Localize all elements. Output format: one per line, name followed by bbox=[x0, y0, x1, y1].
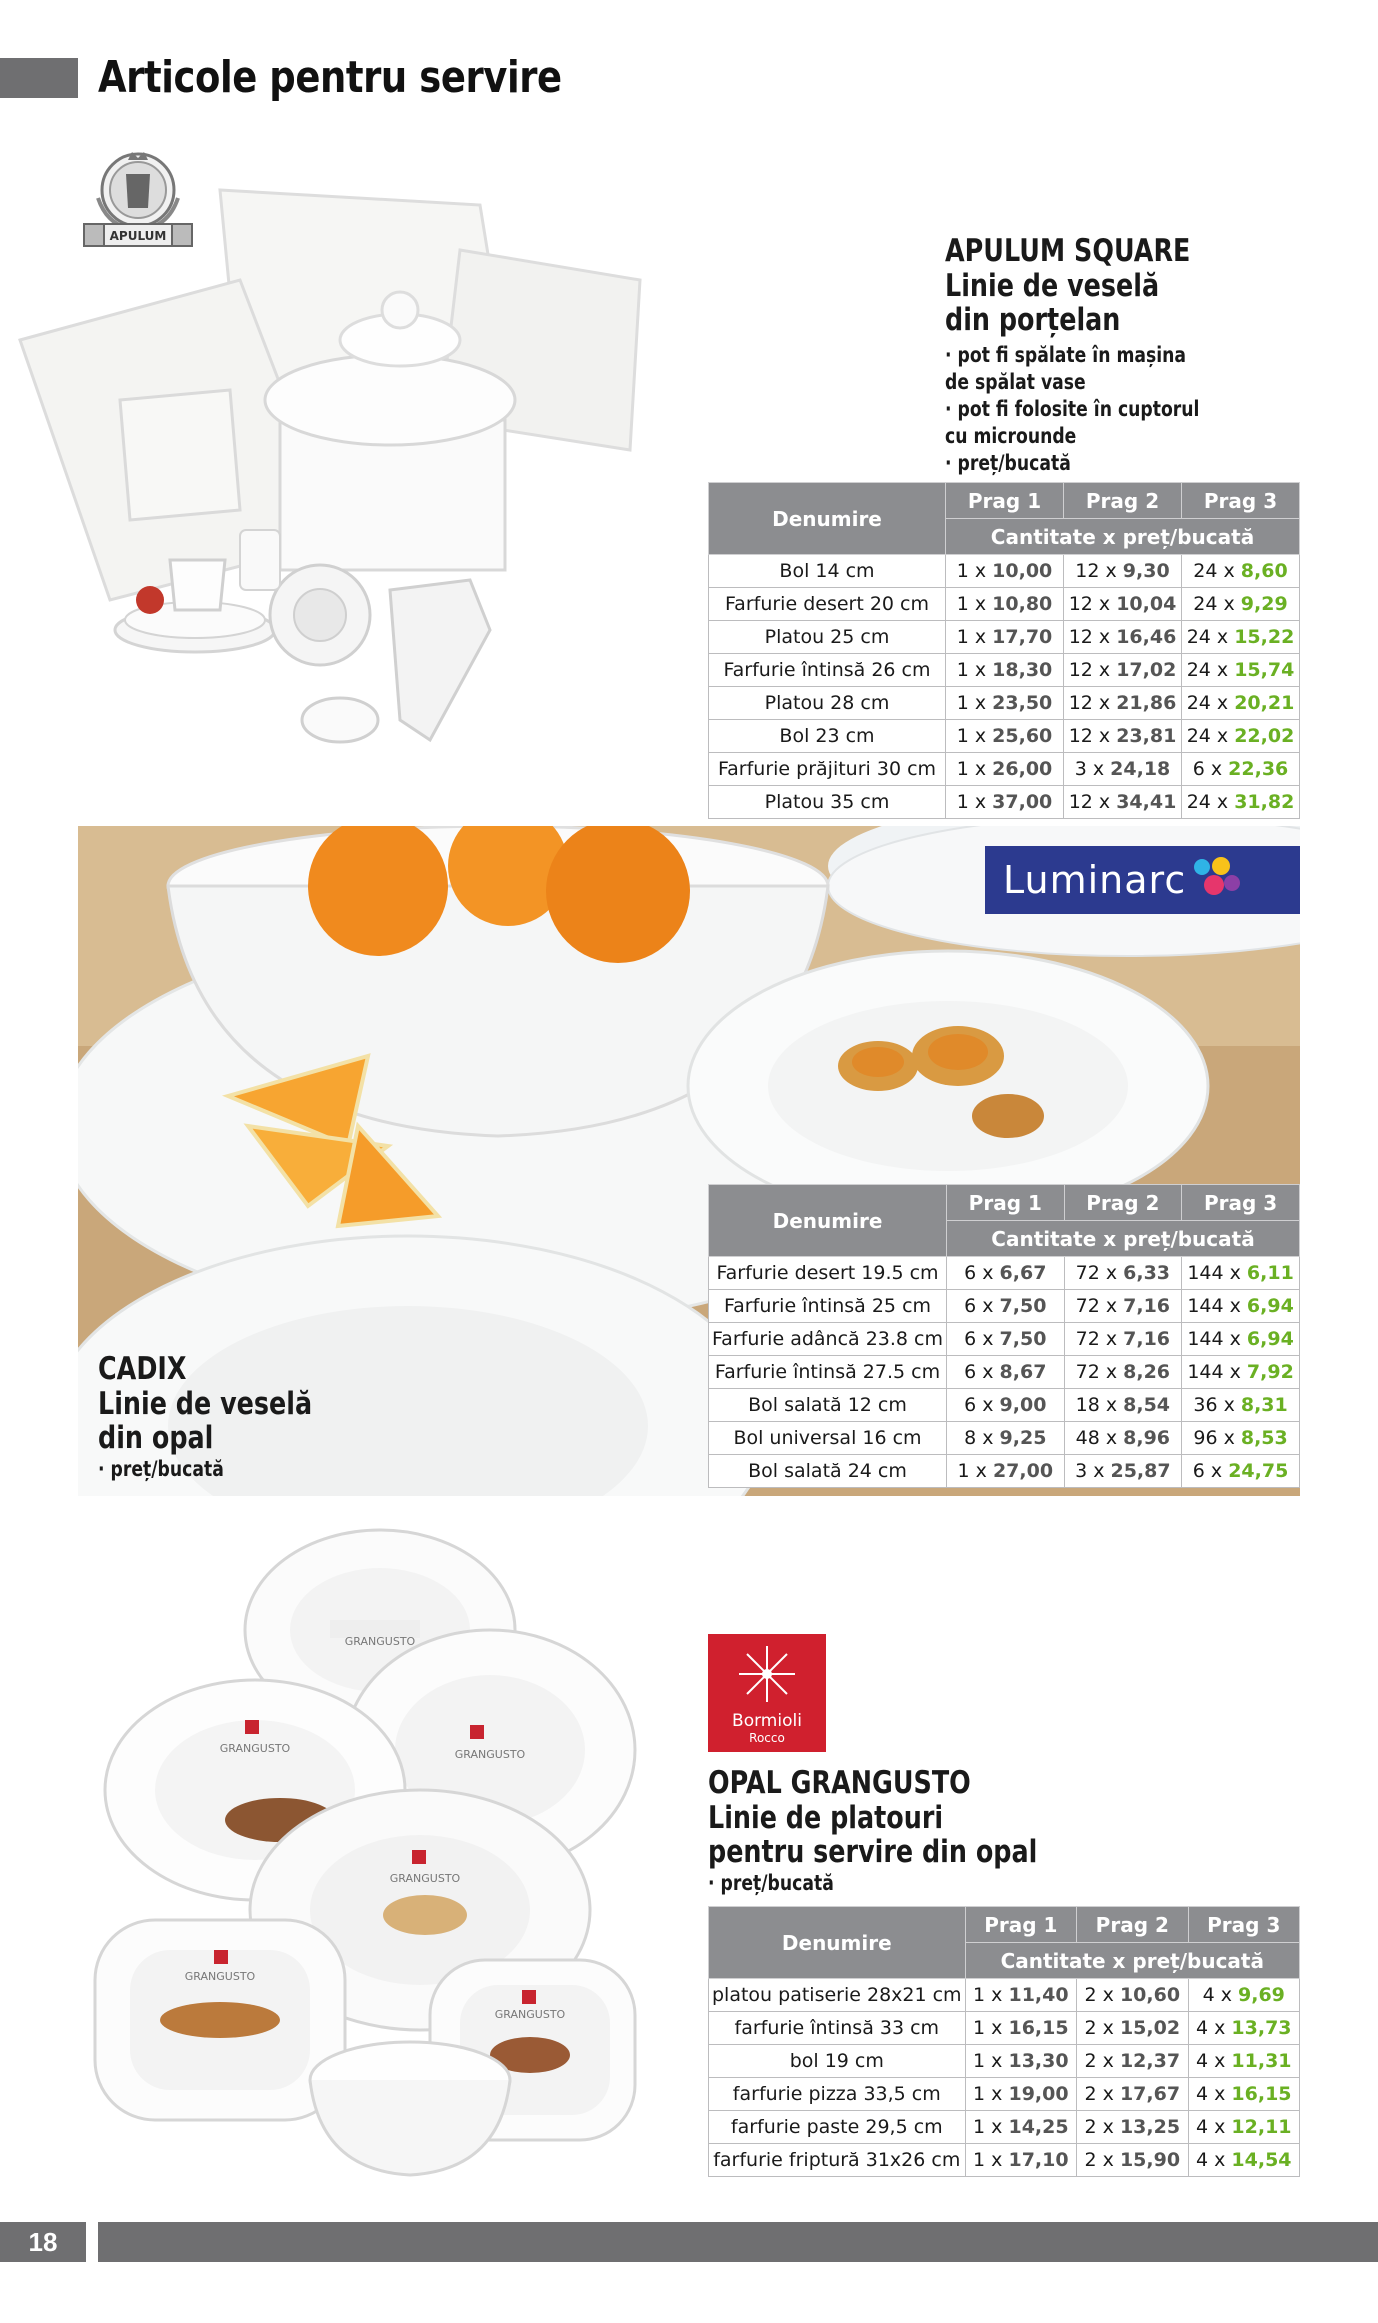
price-tier-3 bbox=[1182, 1422, 1300, 1455]
table-row bbox=[709, 720, 1300, 753]
item-name: farfurie friptură 31x26 cm bbox=[709, 2144, 966, 2177]
svg-text:Bormioli: Bormioli bbox=[732, 1711, 802, 1731]
table-header-row bbox=[709, 1185, 1300, 1221]
column-header-prag: Prag 2 bbox=[1064, 1185, 1182, 1221]
price: 13,25 bbox=[1119, 2116, 1181, 2138]
table-row bbox=[709, 2012, 1300, 2045]
price-tier-3 bbox=[1182, 1257, 1300, 1290]
best-price: 7,92 bbox=[1246, 1361, 1294, 1383]
price-tier-2 bbox=[1064, 555, 1182, 588]
svg-text:APULUM: APULUM bbox=[109, 229, 167, 243]
quantity: 12 x bbox=[1068, 626, 1117, 648]
price: 9,25 bbox=[999, 1427, 1047, 1449]
price: 14,25 bbox=[1008, 2116, 1069, 2138]
price: 8,96 bbox=[1123, 1427, 1171, 1449]
quantity: 72 x bbox=[1075, 1361, 1124, 1383]
column-header-prag: Prag 2 bbox=[1064, 483, 1182, 519]
price-tier-1 bbox=[947, 1290, 1065, 1323]
quantity: 24 x bbox=[1186, 791, 1235, 813]
price: 7,16 bbox=[1123, 1328, 1171, 1350]
quantity: 144 x bbox=[1187, 1262, 1247, 1284]
price-tier-3 bbox=[1182, 654, 1300, 687]
quantity: 1 x bbox=[973, 2050, 1009, 2072]
price: 17,70 bbox=[992, 626, 1053, 648]
price: 8,67 bbox=[999, 1361, 1047, 1383]
price: 12,37 bbox=[1119, 2050, 1181, 2072]
quantity: 24 x bbox=[1193, 560, 1241, 582]
column-header-name: Denumire bbox=[709, 1185, 947, 1257]
product-title: APULUM SQUARE bbox=[945, 233, 1191, 269]
item-name: Farfurie întinsă 26 cm bbox=[709, 654, 946, 687]
best-price: 13,73 bbox=[1231, 2017, 1292, 2039]
column-header-prag: Prag 3 bbox=[1182, 483, 1300, 519]
column-header-prag: Prag 3 bbox=[1188, 1907, 1299, 1943]
quantity: 8 x bbox=[964, 1427, 1000, 1449]
page-title: Articole pentru servire bbox=[98, 52, 562, 103]
table-row bbox=[709, 1979, 1300, 2012]
price-tier-2 bbox=[1077, 2045, 1188, 2078]
product-bullet: cu microunde bbox=[945, 423, 1077, 448]
quantity: 36 x bbox=[1193, 1394, 1241, 1416]
price: 10,60 bbox=[1119, 1984, 1181, 2006]
table-header-row bbox=[709, 1907, 1300, 1943]
quantity: 6 x bbox=[964, 1361, 1000, 1383]
price-tier-1 bbox=[947, 1389, 1065, 1422]
item-name: farfurie pizza 33,5 cm bbox=[709, 2078, 966, 2111]
price: 8,26 bbox=[1123, 1361, 1171, 1383]
luminarc-dots-icon bbox=[1190, 855, 1250, 905]
item-name: Farfurie desert 19.5 cm bbox=[709, 1257, 947, 1290]
table-row bbox=[709, 1323, 1300, 1356]
quantity: 1 x bbox=[956, 791, 993, 813]
price: 17,67 bbox=[1119, 2083, 1181, 2105]
price-tier-2 bbox=[1064, 1257, 1182, 1290]
best-price: 15,74 bbox=[1234, 659, 1295, 681]
price-tier-3 bbox=[1188, 2045, 1299, 2078]
table-row bbox=[709, 621, 1300, 654]
item-name: farfurie întinsă 33 cm bbox=[709, 2012, 966, 2045]
quantity: 2 x bbox=[1084, 2149, 1120, 2171]
price-tier-1 bbox=[946, 621, 1064, 654]
table-row bbox=[709, 2144, 1300, 2177]
price-tier-3 bbox=[1182, 753, 1300, 786]
item-name: Farfurie adâncă 23.8 cm bbox=[709, 1323, 947, 1356]
best-price: 9,69 bbox=[1238, 1984, 1285, 2006]
product-bullet: · preț/bucată bbox=[98, 1457, 224, 1482]
price-tier-1 bbox=[965, 2144, 1076, 2177]
price: 23,50 bbox=[992, 692, 1053, 714]
header-accent-bar bbox=[0, 58, 78, 98]
price-tier-1 bbox=[946, 687, 1064, 720]
price-tier-3 bbox=[1188, 2078, 1299, 2111]
best-price: 24,75 bbox=[1228, 1460, 1289, 1482]
price-tier-1 bbox=[946, 654, 1064, 687]
table-row bbox=[709, 687, 1300, 720]
item-name: Bol 14 cm bbox=[709, 555, 946, 588]
quantity: 12 x bbox=[1075, 560, 1123, 582]
price-tier-2 bbox=[1064, 1356, 1182, 1389]
best-price: 8,31 bbox=[1240, 1394, 1288, 1416]
price: 17,10 bbox=[1008, 2149, 1069, 2171]
svg-text:GRANGUSTO: GRANGUSTO bbox=[494, 2008, 566, 2021]
product-subtitle: Linie de veselă bbox=[98, 1385, 313, 1422]
price-tier-2 bbox=[1064, 588, 1182, 621]
best-price: 20,21 bbox=[1234, 692, 1295, 714]
table-row bbox=[709, 1455, 1300, 1488]
cadix-title-block bbox=[98, 1352, 312, 1483]
item-name: farfurie paste 29,5 cm bbox=[709, 2111, 966, 2144]
svg-text:GRANGUSTO: GRANGUSTO bbox=[219, 1742, 291, 1755]
price: 7,16 bbox=[1123, 1295, 1171, 1317]
quantity: 1 x bbox=[956, 692, 993, 714]
best-price: 6,94 bbox=[1246, 1295, 1294, 1317]
quantity: 1 x bbox=[956, 593, 993, 615]
luminarc-wordmark: Luminarc bbox=[1003, 858, 1187, 902]
quantity: 4 x bbox=[1202, 1984, 1239, 2006]
quantity: 1 x bbox=[956, 560, 993, 582]
quantity: 2 x bbox=[1084, 2116, 1120, 2138]
price-tier-1 bbox=[946, 753, 1064, 786]
price-tier-1 bbox=[947, 1422, 1065, 1455]
best-price: 22,36 bbox=[1228, 758, 1289, 780]
price-tier-2 bbox=[1077, 2012, 1188, 2045]
table-row bbox=[709, 753, 1300, 786]
table-row bbox=[709, 2078, 1300, 2111]
price: 13,30 bbox=[1008, 2050, 1069, 2072]
price-tier-3 bbox=[1182, 1389, 1300, 1422]
quantity: 1 x bbox=[973, 2149, 1009, 2171]
table-row bbox=[709, 588, 1300, 621]
price: 27,00 bbox=[992, 1460, 1054, 1482]
quantity: 12 x bbox=[1068, 593, 1117, 615]
price-tier-2 bbox=[1064, 1290, 1182, 1323]
quantity: 1 x bbox=[973, 2116, 1009, 2138]
price-tier-1 bbox=[965, 1979, 1076, 2012]
quantity: 18 x bbox=[1075, 1394, 1124, 1416]
quantity: 144 x bbox=[1187, 1328, 1247, 1350]
price-tier-2 bbox=[1064, 654, 1182, 687]
quantity: 1 x bbox=[957, 1460, 993, 1482]
price-tier-1 bbox=[946, 588, 1064, 621]
grangusto-price-table bbox=[708, 1906, 1300, 2177]
quantity: 24 x bbox=[1186, 692, 1235, 714]
price-tier-3 bbox=[1182, 720, 1300, 753]
item-name: platou patiserie 28x21 cm bbox=[709, 1979, 966, 2012]
item-name: Farfurie desert 20 cm bbox=[709, 588, 946, 621]
quantity: 6 x bbox=[964, 1295, 1000, 1317]
quantity: 3 x bbox=[1075, 1460, 1111, 1482]
column-header-prag: Prag 3 bbox=[1182, 1185, 1300, 1221]
product-subtitle: din porțelan bbox=[945, 302, 1121, 339]
product-subtitle: pentru servire din opal bbox=[708, 1834, 1038, 1871]
product-title: CADIX bbox=[98, 1351, 187, 1387]
quantity: 1 x bbox=[956, 725, 993, 747]
best-price: 31,82 bbox=[1234, 791, 1295, 813]
price-tier-2 bbox=[1077, 2111, 1188, 2144]
price-tier-2 bbox=[1077, 2144, 1188, 2177]
price-tier-3 bbox=[1182, 786, 1300, 819]
quantity: 4 x bbox=[1195, 2017, 1232, 2039]
table-row bbox=[709, 555, 1300, 588]
best-price: 11,31 bbox=[1231, 2050, 1292, 2072]
table-row bbox=[709, 1290, 1300, 1323]
product-bullet: · preț/bucată bbox=[945, 450, 1071, 475]
quantity: 96 x bbox=[1193, 1427, 1241, 1449]
quantity: 4 x bbox=[1195, 2149, 1232, 2171]
quantity: 1 x bbox=[973, 2083, 1009, 2105]
price-tier-3 bbox=[1188, 2144, 1299, 2177]
quantity: 6 x bbox=[964, 1394, 1000, 1416]
price: 6,67 bbox=[999, 1262, 1047, 1284]
price-tier-1 bbox=[965, 2012, 1076, 2045]
table-row bbox=[709, 2111, 1300, 2144]
price-tier-1 bbox=[946, 786, 1064, 819]
price-tier-2 bbox=[1064, 1422, 1182, 1455]
item-name: Bol 23 cm bbox=[709, 720, 946, 753]
price-tier-1 bbox=[965, 2045, 1076, 2078]
price: 7,50 bbox=[999, 1295, 1047, 1317]
quantity: 1 x bbox=[956, 758, 993, 780]
quantity: 24 x bbox=[1186, 659, 1235, 681]
quantity: 1 x bbox=[956, 626, 993, 648]
price: 34,41 bbox=[1116, 791, 1177, 813]
best-price: 6,11 bbox=[1246, 1262, 1294, 1284]
quantity: 1 x bbox=[956, 659, 993, 681]
quantity: 6 x bbox=[1192, 758, 1229, 780]
quantity: 12 x bbox=[1068, 692, 1117, 714]
price: 9,00 bbox=[999, 1394, 1047, 1416]
svg-text:GRANGUSTO: GRANGUSTO bbox=[344, 1635, 416, 1648]
quantity: 144 x bbox=[1187, 1295, 1247, 1317]
table-row bbox=[709, 1389, 1300, 1422]
column-header-prag: Prag 1 bbox=[947, 1185, 1065, 1221]
price: 15,90 bbox=[1119, 2149, 1181, 2171]
column-header-prag: Prag 1 bbox=[946, 483, 1064, 519]
item-name: Bol salată 24 cm bbox=[709, 1455, 947, 1488]
quantity: 72 x bbox=[1075, 1262, 1124, 1284]
quantity: 24 x bbox=[1186, 626, 1235, 648]
table-row bbox=[709, 654, 1300, 687]
item-name: Bol universal 16 cm bbox=[709, 1422, 947, 1455]
price: 16,15 bbox=[1008, 2017, 1069, 2039]
price: 10,00 bbox=[992, 560, 1053, 582]
quantity: 4 x bbox=[1195, 2083, 1232, 2105]
quantity: 6 x bbox=[964, 1328, 1000, 1350]
item-name: Farfurie întinsă 27.5 cm bbox=[709, 1356, 947, 1389]
best-price: 8,53 bbox=[1240, 1427, 1288, 1449]
column-header-prag: Prag 2 bbox=[1077, 1907, 1188, 1943]
price-tier-3 bbox=[1182, 1455, 1300, 1488]
item-name: Platou 25 cm bbox=[709, 621, 946, 654]
price-tier-3 bbox=[1182, 687, 1300, 720]
item-name: Bol salată 12 cm bbox=[709, 1389, 947, 1422]
best-price: 16,15 bbox=[1231, 2083, 1292, 2105]
product-bullet: de spălat vase bbox=[945, 370, 1086, 395]
quantity: 12 x bbox=[1068, 725, 1117, 747]
price-tier-3 bbox=[1182, 1356, 1300, 1389]
product-subtitle: din opal bbox=[98, 1420, 214, 1457]
best-price: 6,94 bbox=[1246, 1328, 1294, 1350]
price-tier-1 bbox=[946, 555, 1064, 588]
price: 24,18 bbox=[1110, 758, 1171, 780]
product-bullet: · preț/bucată bbox=[708, 1871, 834, 1896]
quantity: 2 x bbox=[1084, 2017, 1120, 2039]
price: 26,00 bbox=[992, 758, 1053, 780]
svg-text:GRANGUSTO: GRANGUSTO bbox=[184, 1970, 256, 1983]
svg-text:GRANGUSTO: GRANGUSTO bbox=[389, 1872, 461, 1885]
quantity: 24 x bbox=[1186, 725, 1235, 747]
product-bullet: · pot fi folosite în cuptorul bbox=[945, 396, 1200, 421]
column-subheader: Cantitate x preț/bucată bbox=[946, 519, 1300, 555]
price: 10,04 bbox=[1116, 593, 1177, 615]
quantity: 48 x bbox=[1075, 1427, 1124, 1449]
footer-bar bbox=[98, 2222, 1378, 2262]
price-tier-2 bbox=[1064, 720, 1182, 753]
price: 18,30 bbox=[992, 659, 1053, 681]
quantity: 4 x bbox=[1195, 2050, 1232, 2072]
quantity: 1 x bbox=[973, 2017, 1009, 2039]
apulum-product-photo bbox=[10, 180, 710, 760]
price: 16,46 bbox=[1116, 626, 1177, 648]
item-name: bol 19 cm bbox=[709, 2045, 966, 2078]
price: 21,86 bbox=[1116, 692, 1177, 714]
price: 19,00 bbox=[1008, 2083, 1069, 2105]
best-price: 14,54 bbox=[1231, 2149, 1292, 2171]
svg-text:Rocco: Rocco bbox=[749, 1731, 785, 1745]
best-price: 12,11 bbox=[1231, 2116, 1292, 2138]
quantity: 1 x bbox=[973, 1984, 1009, 2006]
column-header-name: Denumire bbox=[709, 1907, 966, 1979]
column-header-prag: Prag 1 bbox=[965, 1907, 1076, 1943]
quantity: 24 x bbox=[1193, 593, 1241, 615]
price-tier-3 bbox=[1182, 1323, 1300, 1356]
price-tier-2 bbox=[1064, 1389, 1182, 1422]
table-row bbox=[709, 1257, 1300, 1290]
quantity: 2 x bbox=[1084, 2083, 1120, 2105]
best-price: 15,22 bbox=[1234, 626, 1295, 648]
quantity: 2 x bbox=[1084, 1984, 1120, 2006]
table-row bbox=[709, 786, 1300, 819]
bormioli-rocco-logo bbox=[708, 1634, 826, 1752]
price-tier-3 bbox=[1182, 1290, 1300, 1323]
price-tier-3 bbox=[1188, 2111, 1299, 2144]
apulum-price-table bbox=[708, 482, 1300, 819]
best-price: 9,29 bbox=[1240, 593, 1288, 615]
price: 17,02 bbox=[1116, 659, 1177, 681]
price: 6,33 bbox=[1123, 1262, 1171, 1284]
luminarc-logo bbox=[985, 846, 1300, 914]
product-subtitle: Linie de veselă bbox=[945, 267, 1160, 304]
quantity: 3 x bbox=[1074, 758, 1111, 780]
price-tier-1 bbox=[947, 1323, 1065, 1356]
item-name: Platou 28 cm bbox=[709, 687, 946, 720]
price: 23,81 bbox=[1116, 725, 1177, 747]
price-tier-1 bbox=[947, 1257, 1065, 1290]
table-row bbox=[709, 1422, 1300, 1455]
quantity: 4 x bbox=[1195, 2116, 1232, 2138]
price-tier-2 bbox=[1064, 1323, 1182, 1356]
svg-text:GRANGUSTO: GRANGUSTO bbox=[454, 1748, 526, 1761]
product-subtitle: Linie de platouri bbox=[708, 1799, 944, 1836]
quantity: 12 x bbox=[1068, 659, 1117, 681]
price-tier-2 bbox=[1077, 1979, 1188, 2012]
price-tier-2 bbox=[1064, 1455, 1182, 1488]
grangusto-title-block bbox=[708, 1766, 1037, 1897]
cadix-price-table bbox=[708, 1184, 1300, 1488]
quantity: 2 x bbox=[1084, 2050, 1120, 2072]
column-subheader: Cantitate x preț/bucată bbox=[947, 1221, 1300, 1257]
item-name: Platou 35 cm bbox=[709, 786, 946, 819]
item-name: Farfurie întinsă 25 cm bbox=[709, 1290, 947, 1323]
quantity: 144 x bbox=[1187, 1361, 1247, 1383]
product-bullet: · pot fi spălate în mașina bbox=[945, 343, 1187, 368]
price-tier-3 bbox=[1188, 1979, 1299, 2012]
best-price: 22,02 bbox=[1234, 725, 1295, 747]
quantity: 6 x bbox=[1192, 1460, 1229, 1482]
price: 9,30 bbox=[1122, 560, 1170, 582]
price-tier-1 bbox=[947, 1455, 1065, 1488]
column-header-name: Denumire bbox=[709, 483, 946, 555]
price-tier-3 bbox=[1182, 588, 1300, 621]
item-name: Farfurie prăjituri 30 cm bbox=[709, 753, 946, 786]
apulum-title-block bbox=[945, 234, 1199, 477]
quantity: 12 x bbox=[1068, 791, 1117, 813]
price-tier-2 bbox=[1064, 786, 1182, 819]
product-title: OPAL GRANGUSTO bbox=[708, 1765, 971, 1801]
price-tier-3 bbox=[1182, 621, 1300, 654]
table-row bbox=[709, 2045, 1300, 2078]
price: 25,87 bbox=[1110, 1460, 1171, 1482]
price: 8,54 bbox=[1123, 1394, 1171, 1416]
table-header-row bbox=[709, 483, 1300, 519]
best-price: 8,60 bbox=[1240, 560, 1288, 582]
price-tier-3 bbox=[1182, 555, 1300, 588]
price: 10,80 bbox=[992, 593, 1053, 615]
quantity: 72 x bbox=[1075, 1295, 1124, 1317]
price-tier-1 bbox=[965, 2111, 1076, 2144]
price-tier-3 bbox=[1188, 2012, 1299, 2045]
grangusto-product-photo bbox=[90, 1520, 670, 2190]
price-tier-2 bbox=[1064, 687, 1182, 720]
price-tier-1 bbox=[965, 2078, 1076, 2111]
price: 15,02 bbox=[1119, 2017, 1181, 2039]
column-subheader: Cantitate x preț/bucată bbox=[965, 1943, 1299, 1979]
quantity: 6 x bbox=[964, 1262, 1000, 1284]
price-tier-1 bbox=[947, 1356, 1065, 1389]
price-tier-1 bbox=[946, 720, 1064, 753]
table-row bbox=[709, 1356, 1300, 1389]
price: 11,40 bbox=[1008, 1984, 1069, 2006]
price: 25,60 bbox=[992, 725, 1053, 747]
quantity: 72 x bbox=[1075, 1328, 1124, 1350]
price-tier-2 bbox=[1064, 753, 1182, 786]
price-tier-2 bbox=[1064, 621, 1182, 654]
price: 37,00 bbox=[992, 791, 1053, 813]
price: 7,50 bbox=[999, 1328, 1047, 1350]
price-tier-2 bbox=[1077, 2078, 1188, 2111]
page-number: 18 bbox=[0, 2222, 86, 2262]
